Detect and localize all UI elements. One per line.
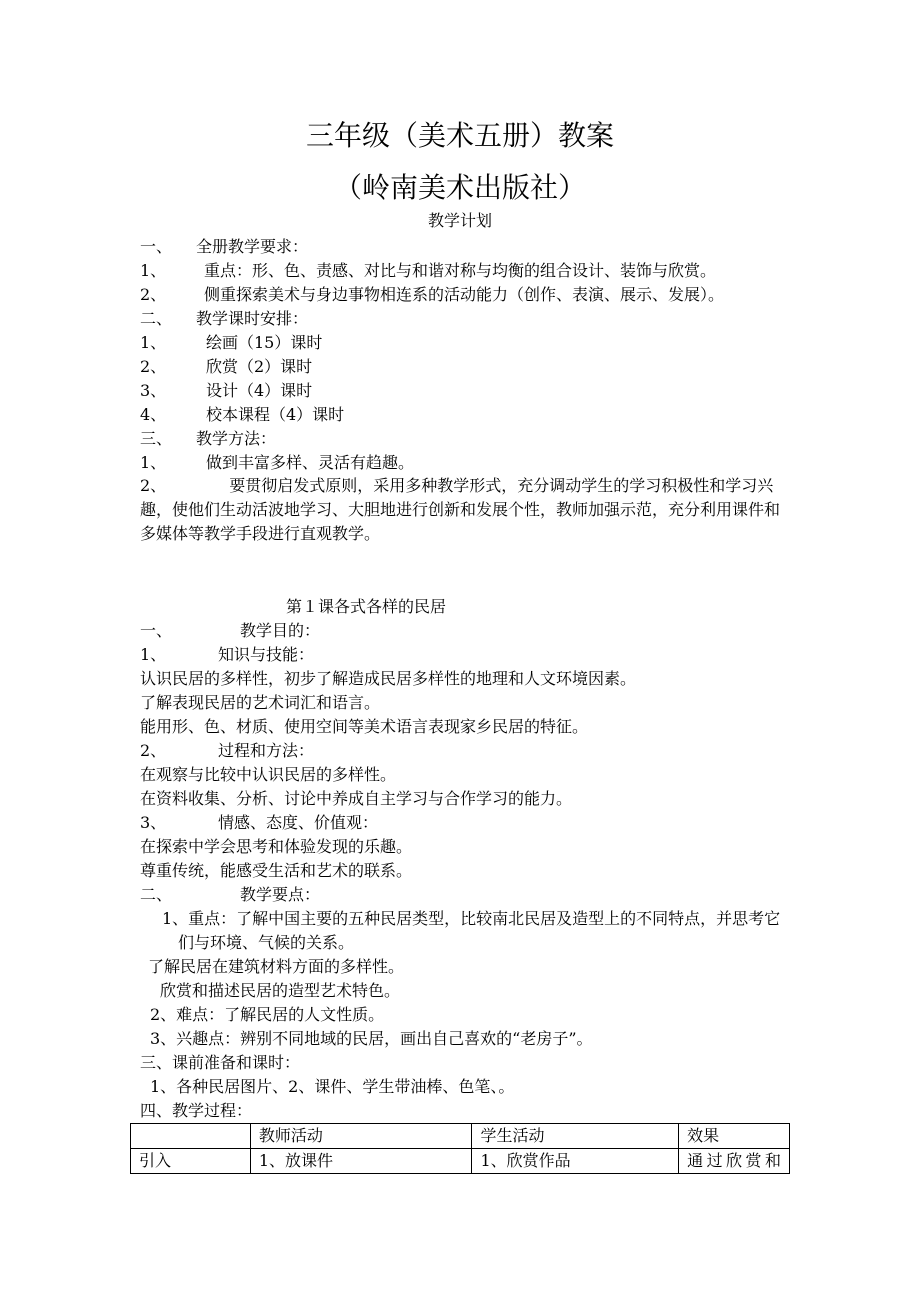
item-label: 过程和方法： (218, 741, 315, 760)
item-number: 3、 (140, 813, 167, 832)
section-label: 教学课时安排： (196, 309, 309, 328)
item-text: 校本课程（4）课时 (206, 405, 345, 424)
section-heading: 四、教学过程： (140, 1101, 253, 1120)
text-line: 在探索中学会思考和体验发现的乐趣。 (140, 837, 413, 856)
item-text: 重点：形、色、责感、对比与和谐对称与均衡的组合设计、装饰与欣赏。 (204, 261, 717, 280)
item-text: 侧重探索美术与身边事物相连系的活动能力（创作、表演、展示、发展）。 (204, 285, 725, 304)
item-number: 2、 (140, 285, 167, 304)
lesson-heading: 第１课各式各样的民居 (286, 597, 447, 616)
table-header-cell: 教师活动 (250, 1124, 472, 1149)
teaching-method-paragraph (140, 474, 790, 546)
table-row (131, 1149, 790, 1174)
table-cell: 通过欣赏和 (679, 1149, 790, 1174)
table-header-row (131, 1124, 790, 1149)
item-text: 做到丰富多样、灵活有趋趣。 (206, 453, 415, 472)
section-number: 三、 (140, 429, 173, 448)
plan-heading: 教学计划 (427, 211, 492, 230)
section-label: 教学目的： (240, 621, 321, 640)
item-number: 1、 (140, 645, 167, 664)
item-text: 要贯彻启发式原则，采用多种教学形式，充分调动学生的学习积极性和学习兴趣，使他们生动活波地学习、大胆地进行创新和发展个性，教师加强示范，充分利用课件和多媒体等教学手段进行直观教学。 (140, 476, 781, 543)
text-line: 们与环境、气候的关系。 (178, 933, 355, 952)
text-line: 了解表现民居的艺术词汇和语言。 (140, 693, 381, 712)
text-line: 3、兴趣点：辨别不同地域的民居，画出自己喜欢的“老房子”。 (150, 1029, 593, 1048)
item-label: 情感、态度、价值观： (218, 813, 379, 832)
text-line: 2、难点：了解民居的人文性质。 (150, 1005, 385, 1024)
item-number: 4、 (140, 405, 167, 424)
teaching-process-table (130, 1123, 790, 1174)
item-number: 2、 (140, 476, 167, 495)
section-number: 二、 (140, 885, 173, 904)
section-number: 二、 (140, 309, 173, 328)
item-number: 2、 (140, 741, 167, 760)
item-number: 1、 (140, 261, 167, 280)
text-line: 1、重点：了解中国主要的五种民居类型，比较南北民居及造型上的不同特点，并思考它 (162, 909, 781, 928)
text-line: 欣赏和描述民居的造型艺术特色。 (160, 981, 401, 1000)
item-text: 绘画（15）课时 (206, 333, 323, 352)
item-text: 设计（4）课时 (206, 381, 313, 400)
text-line: 在观察与比较中认识民居的多样性。 (140, 765, 397, 784)
text-line: 在资料收集、分析、讨论中养成自主学习与合作学习的能力。 (140, 789, 573, 808)
item-number: 1、 (140, 453, 167, 472)
item-number: 1、 (140, 333, 167, 352)
section-heading: 三、课前准备和课时： (140, 1053, 301, 1072)
section-label: 教学要点： (240, 885, 321, 904)
item-number: 3、 (140, 381, 167, 400)
table-header-cell: 学生活动 (472, 1124, 679, 1149)
item-number: 2、 (140, 357, 167, 376)
text-line: 1、各种民居图片、2、课件、学生带油棒、色笔、。 (150, 1077, 515, 1096)
section-number: 一、 (140, 621, 173, 640)
table-cell: 1、放课件 (250, 1149, 472, 1174)
text-line: 了解民居在建筑材料方面的多样性。 (148, 957, 405, 976)
publisher-subtitle: （岭南美术出版社） (333, 171, 586, 204)
text-line: 尊重传统，能感受生活和艺术的联系。 (140, 861, 413, 880)
item-text: 欣赏（2）课时 (206, 357, 313, 376)
section-label: 教学方法： (196, 429, 277, 448)
table-cell: 引入 (131, 1149, 251, 1174)
item-label: 知识与技能： (218, 645, 315, 664)
text-line: 认识民居的多样性，初步了解造成民居多样性的地理和人文环境因素。 (140, 669, 637, 688)
document-title: 三年级（美术五册）教案 (305, 119, 614, 152)
section-label: 全册教学要求： (196, 237, 309, 256)
text-line: 能用形、色、材质、使用空间等美术语言表现家乡民居的特征。 (140, 717, 589, 736)
section-number: 一、 (140, 237, 173, 256)
table-cell: 1、欣赏作品 (472, 1149, 679, 1174)
table-header-cell (131, 1124, 251, 1149)
table-header-cell: 效果 (679, 1124, 790, 1149)
